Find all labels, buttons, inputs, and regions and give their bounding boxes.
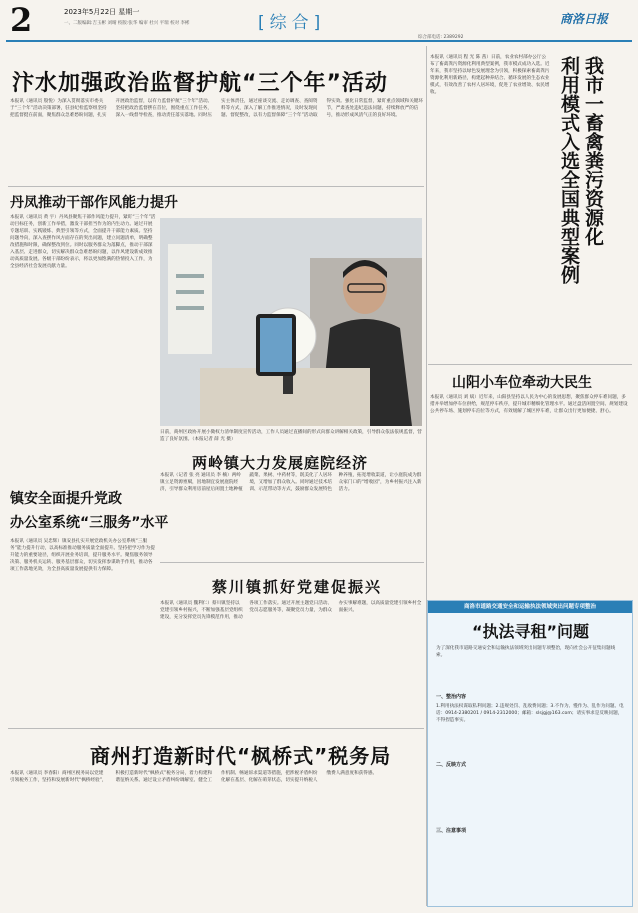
caichuan-headline: 蔡川镇抓好党建促振兴	[212, 578, 383, 596]
party-body: 本报讯（通讯员 吴忠辉）镇安县扎实开展党政机关办公室系统“三服务”能力提升行动，以高标准推动服务质量全面提升。坚持把学习作为提升能力的重要途径，组织开展业务培训，提升服务水平。聚焦服务领导决策、服务机关运转、服务基层群众，切实发挥参谋助手作用，推动各项工作落地见效，为全县高质量发展提供有力保障。	[10, 539, 155, 572]
feature-title-line1: 我市一畜禽粪污资源化	[582, 56, 604, 246]
lingnan-headline: 两岭镇大力发展庭院经济	[192, 454, 369, 472]
section-label: [综合]	[258, 13, 326, 33]
caichuan-body: 本报讯（通讯员 魏利仁）蔡川镇坚持以党建引领乡村振兴，不断加强基层党组织建设，充分发挥党员先锋模范作用，推动各项工作落实。通过开展主题党日活动、党员志愿服务等，凝聚党员力量，为群众办实事解难题，以高质量党建引领乡村全面振兴。	[160, 601, 422, 620]
notice-header: 商洛市道路交通安全和运输执法领域突出问题专项整治	[428, 601, 632, 613]
editor-credits: 一、二版编辑:吉玉彬 刘晴 校版:张华 编审 杜兴 平瑞 校对 李彬	[64, 21, 190, 26]
notice-sub3: 三、注意事项	[436, 828, 467, 834]
tax-headline: 商州打造新时代“枫桥式”税务局	[90, 744, 392, 768]
page-number: 2	[10, 1, 33, 39]
enforcement-notice-box	[427, 600, 633, 907]
photo-illustration	[160, 218, 422, 426]
top-story-headline: 汴水加强政治监督护航“三个年”活动	[12, 71, 388, 96]
notice-intro: 为了深化我市道路交通安全和运输执法领域突出问题专项整治，现向社会公开征集问题线索。	[436, 646, 616, 658]
tax-body: 本报讯（通讯员 李春阳）商州区税务局以党建引领税务工作，坚持和发展新时代“枫桥经验”，积极打造新时代“枫桥式”税务分局，着力构建和谐征纳关系。通过设立矛盾纠纷调解室、健全工作机制、畅通诉求渠道等措施，把涉税矛盾纠纷化解在基层、化解在萌芽状态，切实提升纳税人缴费人满意度和获得感。	[10, 771, 378, 783]
divider	[8, 186, 424, 187]
party-headline-line2: 办公室系统“三服务”水平	[10, 515, 169, 531]
cadre-body: 本报讯（通讯员 黄 宇）丹凤县聚焦干部作风能力提升，紧盯“三个年”活动目标任务，创新工作举措，激发干部担当作为的内生动力。通过开展专题培训、实践锻炼、典型引领等方式，全面提升干部能力素质。坚持问题导向，深入查摆作风方面存在的突出问题，建立问题清单，明确整改措施和时限，确保整改到位。同时以服务群众为落脚点，推动干部深入基层、走进群众，切实解决群众急难愁盼问题，以作风建设新成效推动高质量发展。各级干部纷纷表示，将以更加饱满的热情投入工作，为全县经济社会发展贡献力量。	[10, 215, 156, 269]
photo-caption: 日前，商州区政协开展小微权力清单制度宣传活动，工作人员通过直播间的形式向群众讲解相关政策，引导群众依法依规监督，营造了良好氛围。（本报记者 薛 光 摄）	[160, 430, 422, 442]
header-rule	[6, 40, 632, 42]
party-headline-line1: 镇安全面提升党政	[10, 491, 122, 507]
divider	[428, 364, 632, 365]
feature-title-line2: 利用模式入选全国典型案例	[558, 56, 580, 284]
section-phone: 综合部电话: 2389292	[418, 35, 464, 40]
notice-sub2: 二、反映方式	[436, 762, 467, 768]
cadre-headline: 丹凤推动干部作风能力提升	[10, 195, 178, 211]
newspaper-logo: 商洛日报	[560, 12, 609, 26]
lingnan-body: 本报讯（记者 张 亮 通讯员 李 楠）两岭镇立足资源禀赋，因地制宜发展庭院经济，引导群众利用房前屋后闲置土地种植蔬菜、果树、中药材等，既美化了人居环境，又增加了群众收入。同时通过技术培训、示范带动等方式，鼓励群众发展特色种养殖，拓宽增收渠道，让小庭院成为群众家门口的“增收园”，为乡村振兴注入新活力。	[160, 473, 422, 492]
top-story-body: 本报讯（通讯员 殷悦）为深入贯彻落实市委关于“三个年”活动决策部署，驻县纪检监察组坚持把监督挺在前面，聚焦群众急难愁盼问题，扎实开展政治监督，以有力监督护航“三个年”活动。坚持把政治监督摆在首位，围绕重点工作任务，深入一线督导检查，推动责任落实落地。同时压实主体责任，通过座谈交流、走访调查、查阅资料等方式，深入了解工作推进情况，及时发现问题、督促整改，以有力监督保障“三个年”活动取得实效。强化日常监督，紧盯重点领域和关键环节，严肃查处违纪违法问题，持续释放严的信号，推动形成风清气正的良好环境。	[10, 99, 423, 118]
issue-date: 2023年5月22日 星期一	[64, 8, 140, 16]
notice-title: “执法寻租”问题	[472, 622, 590, 641]
shanyang-headline: 山阳小车位牵动大民生	[452, 375, 592, 391]
news-photo	[160, 218, 422, 426]
notice-sub1: 一、整治内容	[436, 694, 467, 700]
divider	[8, 728, 424, 729]
divider	[160, 562, 424, 563]
notice-items: 1.利用执法权谋取私利问题；2.违规处罚、乱收费问题；3.不作为、慢作为、乱作为问题。电话：0914-2380201 / 0914-2312000；邮箱：slsjgj@163.com；请实事求是反映问题，不得捏造事实。	[436, 704, 624, 723]
masthead	[0, 0, 638, 44]
feature-body: 本报讯（通讯员 程 光 陈 茜）日前，农业农村部办公厅公布了畜禽粪污资源化利用典型案例，我市模式成功入选。近年来，我市坚持以绿色发展理念为引领，积极探索畜禽粪污资源化利用新路径，构建起种养结合、循环发展的生态农业模式，有效改善了农村人居环境，促进了农业增效、农民增收。	[430, 55, 550, 95]
shanyang-body: 本报讯（通讯员 刘 斌）近年来，山阳县坚持以人民为中心的发展思想，聚焦群众停车难问题，多措并举增加停车位供给，规范停车秩序，提升城市精细化管理水平。通过盘活闲置空间、规划建设公共停车场、施划停车泊位等方式，有效缓解了城区停车难，让群众出行更加便捷、舒心。	[430, 395, 628, 414]
